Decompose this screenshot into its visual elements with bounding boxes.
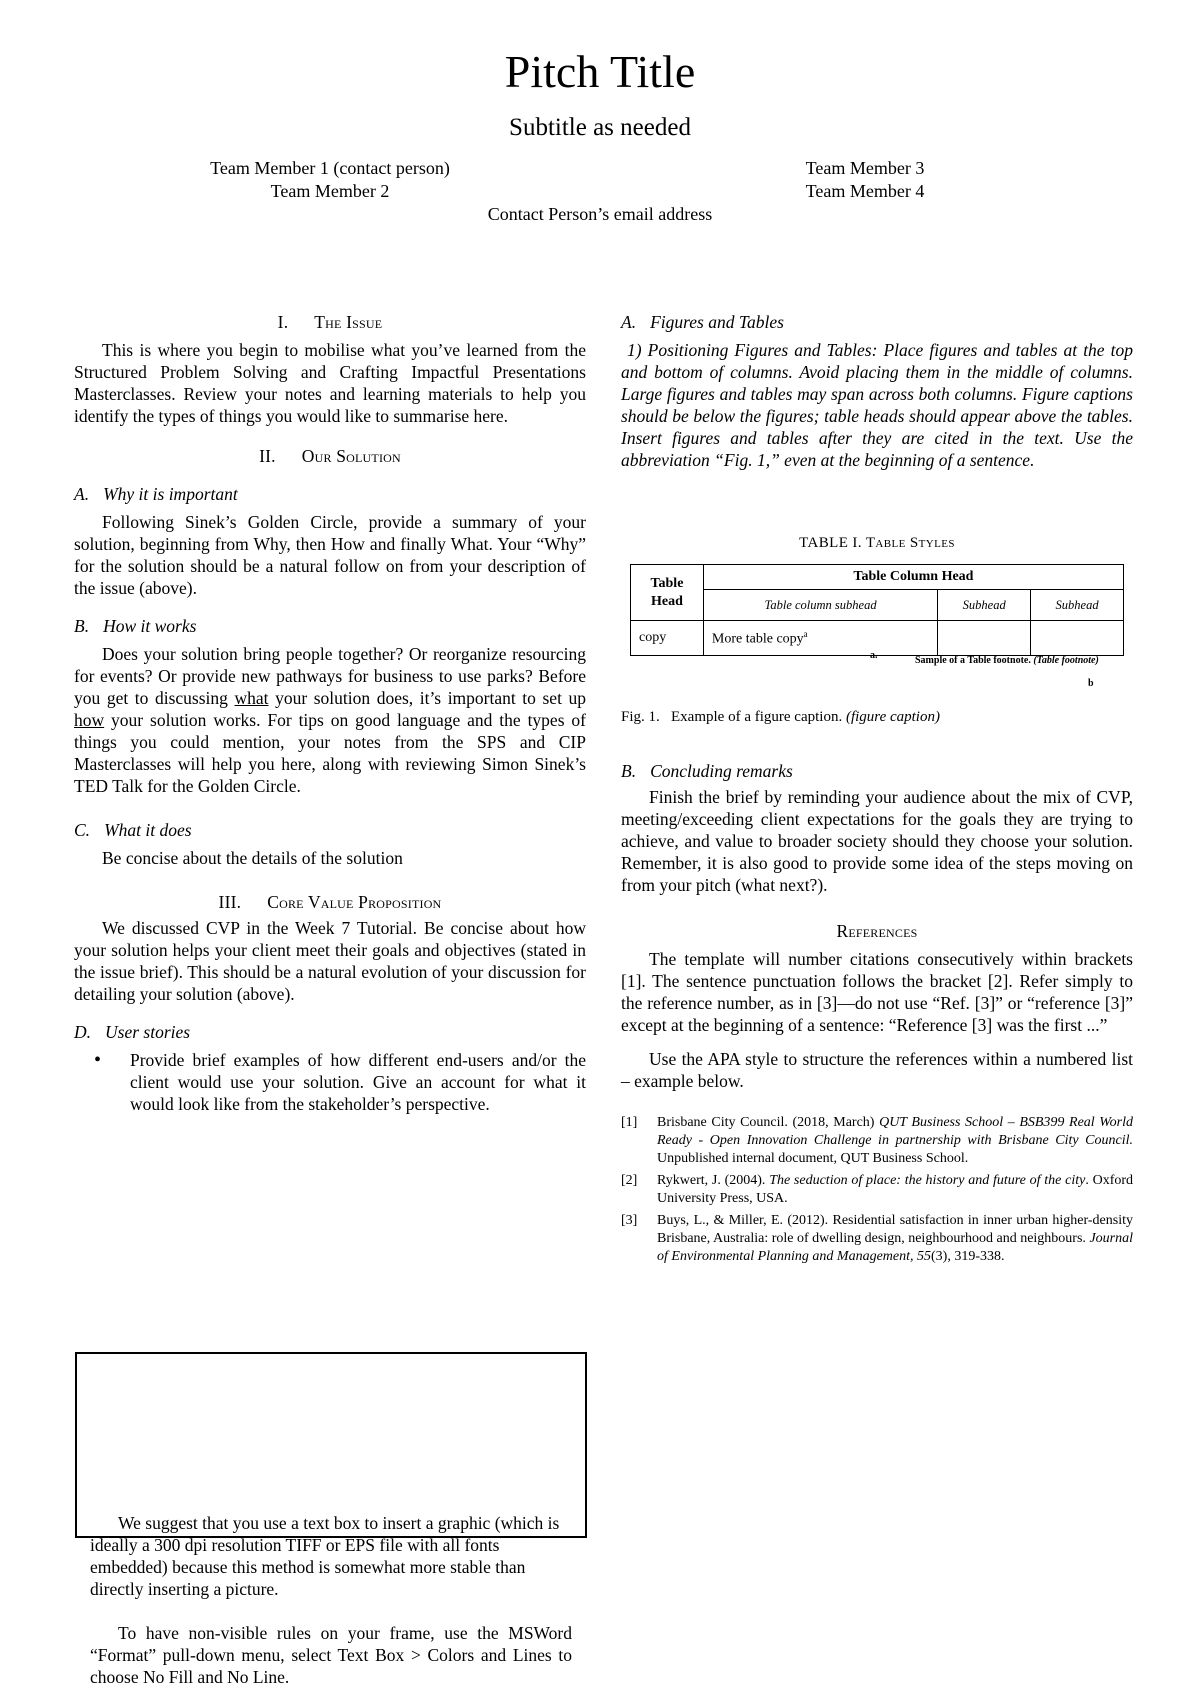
subheading-letter: B. bbox=[74, 616, 90, 636]
reference-italic: QUT Business School – BSB399 Real World Ready - Open Innovation Challenge in partnership with Brisbane City Council. bbox=[657, 1115, 1133, 1148]
subheading-concluding bbox=[621, 760, 1133, 782]
pitch-subtitle: Subtitle as needed bbox=[509, 114, 691, 141]
cvp-paragraph: We discussed CVP in the Week 7 Tutorial. Be concise about how your solution helps your client meet their goals and objectives (stated in the issue brief). This should be a natural evolution of your discussion for detailing your solution (above). bbox=[74, 918, 586, 1004]
author-member-1: Team Member 1 (contact person) bbox=[210, 158, 450, 178]
reference-text: Rykwert, J. (2004). bbox=[657, 1173, 770, 1188]
table-cell-more-copy bbox=[703, 621, 937, 656]
author-member-3: Team Member 3 bbox=[805, 158, 925, 178]
section-title: Our Solution bbox=[301, 446, 401, 466]
table-title: TABLE I. Table Styles bbox=[799, 535, 955, 551]
figure-label: Fig. 1. bbox=[621, 709, 660, 725]
section-number: II. bbox=[259, 446, 276, 466]
how-text-1: Does your solution bring people together? Or reorganize resourcing for events? Or provide new pathways for business to use parks? Before you get to discussing bbox=[74, 644, 586, 708]
reference-number: [1] bbox=[621, 1115, 638, 1130]
reference-text: Unpublished internal document, QUT Business School. bbox=[657, 1151, 969, 1166]
table-footnote-letter: a. bbox=[870, 650, 878, 661]
table-cell-empty bbox=[938, 621, 1031, 656]
subheading-user-stories bbox=[74, 1021, 586, 1043]
textbox-paragraph-2 bbox=[90, 1622, 572, 1688]
textbox-text-1: We suggest that you use a text box to insert a graphic (which is ideally a 300 dpi resolution TIFF or EPS file with all fonts embedded) because this method is somewhat more stable than directly inserting a picture. bbox=[90, 1513, 560, 1599]
table-head-cell: Table Head bbox=[631, 565, 704, 621]
subheading-letter: D. bbox=[74, 1022, 92, 1042]
subheading-title: User stories bbox=[105, 1022, 191, 1042]
pitch-title: Pitch Title bbox=[504, 46, 696, 97]
subheading-letter: A. bbox=[74, 484, 90, 504]
subheading-how bbox=[74, 615, 586, 637]
figure-caption-style: (figure caption) bbox=[845, 709, 940, 725]
subheading-letter: B. bbox=[621, 761, 637, 781]
reference-italic: The seduction of place: the history and future of the city bbox=[769, 1173, 1086, 1188]
subheading-title: What it does bbox=[104, 820, 192, 840]
subheading-letter: A. bbox=[621, 312, 637, 332]
how-text-3: your solution works. For tips on good language and the types of things you could mention, your notes from the SPS and CIP Masterclasses will help you here, along with reviewing Simon Sinek’s TED Talk for the Golden Circle. bbox=[74, 710, 586, 796]
table-subhead-3: Subhead bbox=[1031, 590, 1124, 621]
author-member-2: Team Member 2 bbox=[270, 181, 390, 201]
left-column bbox=[74, 311, 586, 1115]
subheading-why bbox=[74, 483, 586, 505]
author-member-4: Team Member 4 bbox=[805, 181, 925, 201]
figure-caption bbox=[621, 707, 1133, 727]
subheading-title: Figures and Tables bbox=[650, 312, 784, 332]
reference-item bbox=[621, 1172, 1133, 1208]
subheading-title: Concluding remarks bbox=[650, 761, 793, 781]
table-footnote bbox=[915, 655, 1099, 666]
contact-email: Contact Person’s email address bbox=[487, 204, 713, 224]
section-number: I. bbox=[277, 312, 289, 332]
table-subhead-1: Table column subhead bbox=[703, 590, 937, 621]
figure-caption-text: Example of a figure caption. bbox=[671, 709, 843, 725]
how-text-2: your solution does, it’s important to set up bbox=[268, 688, 587, 708]
subheading-what bbox=[74, 819, 586, 841]
reference-number: [3] bbox=[621, 1213, 638, 1228]
how-underline-what: what bbox=[234, 688, 269, 708]
table-footnote-b: b bbox=[1088, 678, 1094, 689]
reference-item bbox=[621, 1212, 1133, 1266]
subheading-figures bbox=[621, 311, 1133, 333]
section-title: Core Value Proposition bbox=[267, 892, 442, 912]
reference-item bbox=[621, 1114, 1133, 1168]
section-number: III. bbox=[218, 892, 242, 912]
section-title: The Issue bbox=[314, 312, 383, 332]
section-heading-solution bbox=[74, 445, 586, 467]
what-paragraph: Be concise about the details of the solution bbox=[102, 848, 403, 868]
reference-text: Brisbane City Council. (2018, March) bbox=[657, 1115, 880, 1130]
table-footnote-style: (Table footnote) bbox=[1033, 655, 1099, 666]
table-column-head: Table Column Head bbox=[703, 565, 1123, 590]
right-column-top bbox=[621, 311, 1133, 471]
table-footnote-marker: a bbox=[803, 628, 808, 639]
how-underline-how: how bbox=[74, 710, 105, 730]
table-cell-copy: copy bbox=[631, 621, 704, 656]
subheading-letter: C. bbox=[74, 820, 91, 840]
why-paragraph: Following Sinek’s Golden Circle, provide a summary of your solution, beginning from Why, then How and finally What. Your “Why” for the solution should be a natural follow on from your description of the issue (above). bbox=[74, 512, 586, 598]
reference-number: [2] bbox=[621, 1173, 638, 1188]
how-paragraph bbox=[74, 643, 586, 797]
references-paragraph-2: Use the APA style to structure the references within a numbered list – example below. bbox=[621, 1049, 1133, 1091]
figures-paragraph: 1) Positioning Figures and Tables: Place figures and tables at the top and bottom of columns. Avoid placing them in the middle of columns. Large figures and tables may span across both columns. Figure captions should be below the figures; table heads should appear above the tables. Insert figures and tables after they are cited in the text. Use the abbreviation “Fig. 1,” even at the beginning of a sentence. bbox=[621, 340, 1133, 470]
user-story-bullet: • Provide brief examples of how different end-users and/or the client would use your solution. Give an account for what it would look like from the stakeholder’s perspective. bbox=[74, 1049, 586, 1115]
graphic-text-box bbox=[75, 1352, 587, 1538]
section-heading-issue bbox=[74, 311, 586, 333]
reference-text: (3), 319-338. bbox=[931, 1249, 1005, 1264]
reference-list bbox=[621, 1114, 1133, 1266]
subheading-title: How it works bbox=[103, 616, 197, 636]
textbox-text-2: To have non-visible rules on your frame, use the MSWord “Format” pull-down menu, select Text Box > Colors and Lines to choose No Fill and No Line. bbox=[90, 1623, 572, 1687]
style-table bbox=[630, 564, 1124, 656]
section-heading-cvp bbox=[74, 891, 586, 913]
table-cell-text: More table copy bbox=[711, 631, 804, 647]
subheading-title: Why it is important bbox=[103, 484, 238, 504]
reference-italic: Journal of Environmental Planning and Management, 55 bbox=[657, 1231, 1133, 1264]
reference-text: Buys, L., & Miller, E. (2012). Residential satisfaction in inner urban higher-density Brisbane, Australia: role of dwelling design, neighbourhood and neighbours. bbox=[657, 1213, 1133, 1246]
right-column-bottom bbox=[621, 760, 1133, 1266]
references-paragraph-1: The template will number citations consecutively within brackets [1]. The sentence punctuation follows the bracket [2]. Refer simply to the reference number, as in [3]—do not use “Ref. [3]” or “reference [3]” except at the beginning of a sentence: “Reference [3] was the first ...” bbox=[621, 949, 1133, 1035]
section-heading-references: References bbox=[836, 921, 918, 941]
table-subhead-2: Subhead bbox=[938, 590, 1031, 621]
issue-paragraph: This is where you begin to mobilise what you’ve learned from the Structured Problem Solving and Crafting Impactful Presentations Masterclasses. Review your notes and learning materials to help you identify the types of things you would like to summarise here. bbox=[74, 340, 586, 426]
table-cell-empty bbox=[1031, 621, 1124, 656]
concluding-paragraph: Finish the brief by reminding your audience about the mix of CVP, meeting/exceeding client expectations for the goals they are trying to achieve, and value to broader society should they choose your solution. Remember, it is also good to provide some idea of the steps moving on from your pitch (what next?). bbox=[621, 787, 1133, 895]
textbox-paragraph-1 bbox=[90, 1512, 572, 1600]
reference-text: . Oxford University Press, USA. bbox=[657, 1173, 1134, 1206]
table-footnote-text: Sample of a Table footnote. bbox=[915, 655, 1031, 666]
